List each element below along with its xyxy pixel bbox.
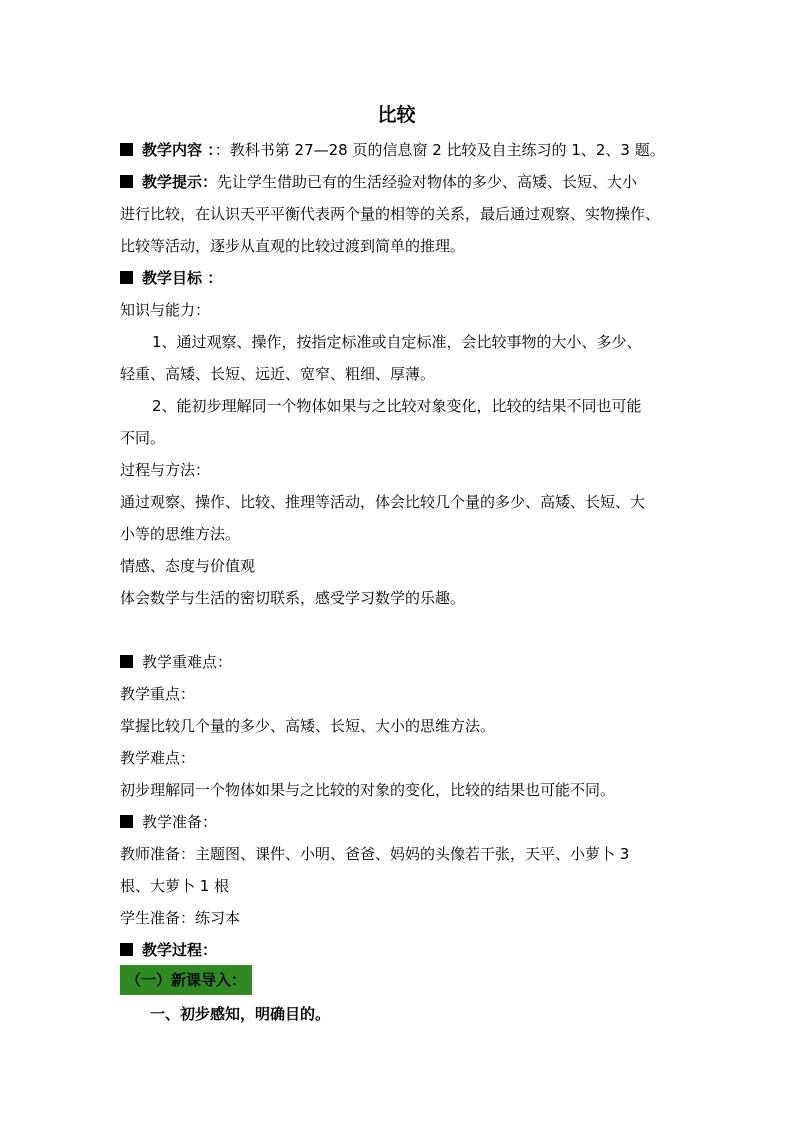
hint-line-1 bbox=[120, 171, 680, 193]
goals-label: 教学目标 ： bbox=[142, 269, 223, 287]
key-label: 教学重难点： bbox=[142, 653, 233, 671]
emotion-heading: 情感、态度与价值观 bbox=[120, 557, 256, 575]
goal-item-2-line-2: 不同。 bbox=[120, 429, 166, 447]
prep-heading bbox=[120, 811, 680, 833]
square-bullet-icon bbox=[120, 271, 133, 284]
goal-item-1-line-2: 轻重、高矮、长短、远近、宽窄、粗细、厚薄。 bbox=[120, 365, 436, 383]
content-text: 教科书第 27—28 页的信息窗 2 比较及自主练习的 1、2、3 题。 bbox=[229, 141, 665, 159]
prep-label: 教学准备： bbox=[142, 813, 218, 831]
content-line: 教学内容 ：：教科书第 27—28 页的信息窗 2 比较及自主练习的 1、2、3 题。 bbox=[120, 139, 680, 161]
square-bullet-icon bbox=[120, 943, 133, 956]
student-prep-line: 学生准备：练习本 bbox=[120, 909, 241, 927]
square-bullet-icon bbox=[120, 175, 133, 188]
square-bullet-icon bbox=[120, 655, 133, 668]
square-bullet-icon bbox=[120, 815, 133, 828]
process-heading bbox=[120, 939, 680, 961]
hint-line-3: 比较等活动，逐步从直观的比较过渡到简单的推理。 bbox=[120, 237, 466, 255]
hint-line-2: 进行比较，在认识天平平衡代表两个量的相等的关系，最后通过观察、实物操作、 bbox=[120, 205, 661, 223]
key-heading bbox=[120, 651, 680, 673]
section-1-line bbox=[120, 965, 680, 995]
sub-1-line: 一、初步感知，明确目的。 bbox=[150, 1005, 331, 1023]
teacher-prep-line-2: 根、大萝卜 1 根 bbox=[120, 877, 230, 895]
goal-item-1-line-1: 1、通过观察、操作，按指定标准或自定标准，会比较事物的大小、多少、 bbox=[152, 333, 642, 351]
focus-heading: 教学重点： bbox=[120, 685, 196, 703]
difficulty-text: 初步理解同一个物体如果与之比较的对象的变化，比较的结果也可能不同。 bbox=[120, 781, 616, 799]
goals-heading bbox=[120, 267, 680, 289]
hint-label: 教学提示： bbox=[142, 173, 218, 191]
knowledge-heading: 知识与能力： bbox=[120, 301, 211, 319]
difficulty-heading: 教学难点： bbox=[120, 749, 196, 767]
process-method-line-2: 小等的思维方法。 bbox=[120, 525, 241, 543]
process-method-line-1: 通过观察、操作、比较、推理等活动，体会比较几个量的多少、高矮、长短、大 bbox=[120, 493, 646, 511]
square-bullet-icon bbox=[120, 143, 133, 156]
goal-item-2-line-1: 2、能初步理解同一个物体如果与之比较对象变化，比较的结果不同也可能 bbox=[152, 397, 642, 415]
teacher-prep-line-1: 教师准备：主题图、课件、小明、爸爸、妈妈的头像若干张，天平、小萝卜 3 bbox=[120, 845, 630, 863]
focus-text: 掌握比较几个量的多少、高矮、长短、大小的思维方法。 bbox=[120, 717, 496, 735]
content-label: 教学内容 bbox=[142, 141, 203, 159]
process-label: 教学过程： bbox=[142, 941, 218, 959]
emotion-text: 体会数学与生活的密切联系，感受学习数学的乐趣。 bbox=[120, 589, 466, 607]
page-title: 比较 bbox=[377, 104, 416, 126]
section-1-highlight: （一）新课导入： bbox=[120, 965, 252, 995]
hint-text-1: 先让学生借助已有的生活经验对物体的多少、高矮、长短、大小 bbox=[217, 173, 638, 191]
content-sep: ： bbox=[202, 141, 215, 159]
process-method-heading: 过程与方法： bbox=[120, 461, 211, 479]
